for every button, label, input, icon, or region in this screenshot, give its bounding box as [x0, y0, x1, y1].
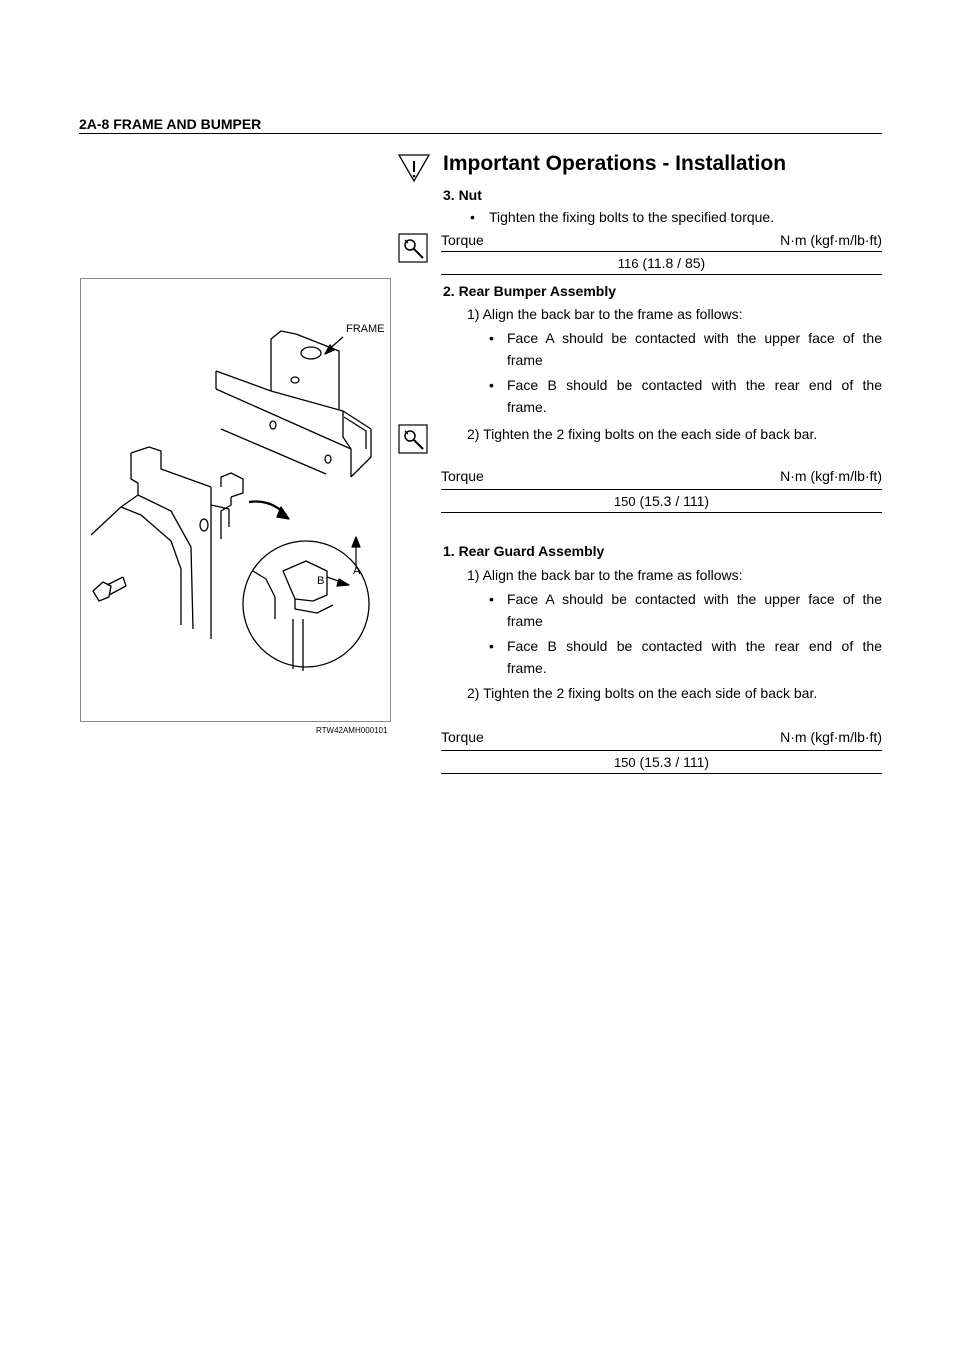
rear-bumper-sub2: 2) Tighten the 2 fixing bolts on the each side of back bar.	[467, 426, 818, 442]
rear-guard-bullet1-line1: Face A should be contacted with the upper face of the	[507, 591, 882, 607]
torque-label: Torque	[441, 729, 484, 745]
page-header-title: 2A-8 FRAME AND BUMPER	[79, 116, 262, 132]
table-rule	[441, 489, 882, 490]
rear-guard-torque-value	[441, 754, 882, 770]
bullet-icon: •	[470, 209, 475, 225]
torque-conversion: (15.3 / 111)	[635, 493, 710, 509]
nut-torque-row	[441, 232, 882, 250]
torque-label: Torque	[441, 468, 484, 484]
face-a-label: A	[353, 565, 361, 577]
rear-guard-bullet2-line2: frame.	[507, 660, 547, 676]
bullet-icon: •	[489, 377, 494, 393]
torque-unit: N·m (kgf·m/lb·ft)	[780, 468, 882, 484]
figure-code: RTW42AMH000101	[316, 726, 388, 735]
step-rear-bumper-heading: 2. Rear Bumper Assembly	[443, 283, 616, 299]
table-rule	[441, 251, 882, 252]
torque-wrench-icon	[398, 424, 428, 454]
step-nut-heading: 3. Nut	[443, 187, 482, 203]
bullet-icon: •	[489, 591, 494, 607]
installation-figure	[80, 278, 391, 722]
torque-number: 116	[617, 256, 639, 271]
torque-conversion: (11.8 / 85)	[638, 255, 706, 271]
rear-bumper-bullet2-line2: frame.	[507, 399, 547, 415]
torque-wrench-icon	[398, 233, 428, 263]
torque-number: 150	[613, 494, 636, 509]
frame-bumper-illustration	[81, 279, 390, 721]
face-b-label: B	[317, 575, 325, 587]
torque-conversion: (15.3 / 111)	[635, 754, 710, 770]
header-rule	[79, 133, 882, 134]
rear-guard-sub2: 2) Tighten the 2 fixing bolts on the each side of back bar.	[467, 685, 818, 701]
rear-bumper-torque-row	[441, 468, 882, 486]
frame-label: FRAME	[346, 323, 385, 335]
table-rule	[441, 750, 882, 751]
step-rear-guard-heading: 1. Rear Guard Assembly	[443, 543, 605, 559]
rear-guard-bullet2-line1: Face B should be contacted with the rear end of the	[507, 638, 882, 654]
torque-label: Torque	[441, 232, 484, 248]
torque-unit: N·m (kgf·m/lb·ft)	[780, 729, 882, 745]
table-rule	[441, 512, 882, 513]
rear-bumper-torque-value	[441, 493, 882, 509]
rear-bumper-bullet2-line1: Face B should be contacted with the rear end of the	[507, 377, 882, 393]
rear-bumper-bullet1-line2: frame	[507, 352, 543, 368]
rear-guard-torque-row	[441, 729, 882, 747]
nut-torque-value	[441, 255, 882, 271]
torque-unit: N·m (kgf·m/lb·ft)	[780, 232, 882, 248]
warning-triangle-icon	[398, 153, 430, 183]
section-title: Important Operations - Installation	[443, 152, 787, 175]
torque-number: 150	[613, 755, 636, 770]
rear-guard-bullet1-line2: frame	[507, 613, 543, 629]
bullet-icon: •	[489, 330, 494, 346]
step-nut-bullet: Tighten the fixing bolts to the specified torque.	[489, 209, 775, 225]
table-rule	[441, 274, 882, 275]
table-rule	[441, 773, 882, 774]
rear-bumper-sub1: 1) Align the back bar to the frame as follows:	[467, 306, 743, 322]
rear-bumper-bullet1-line1: Face A should be contacted with the upper face of the	[507, 330, 882, 346]
bullet-icon: •	[489, 638, 494, 654]
rear-guard-sub1: 1) Align the back bar to the frame as follows:	[467, 567, 743, 583]
